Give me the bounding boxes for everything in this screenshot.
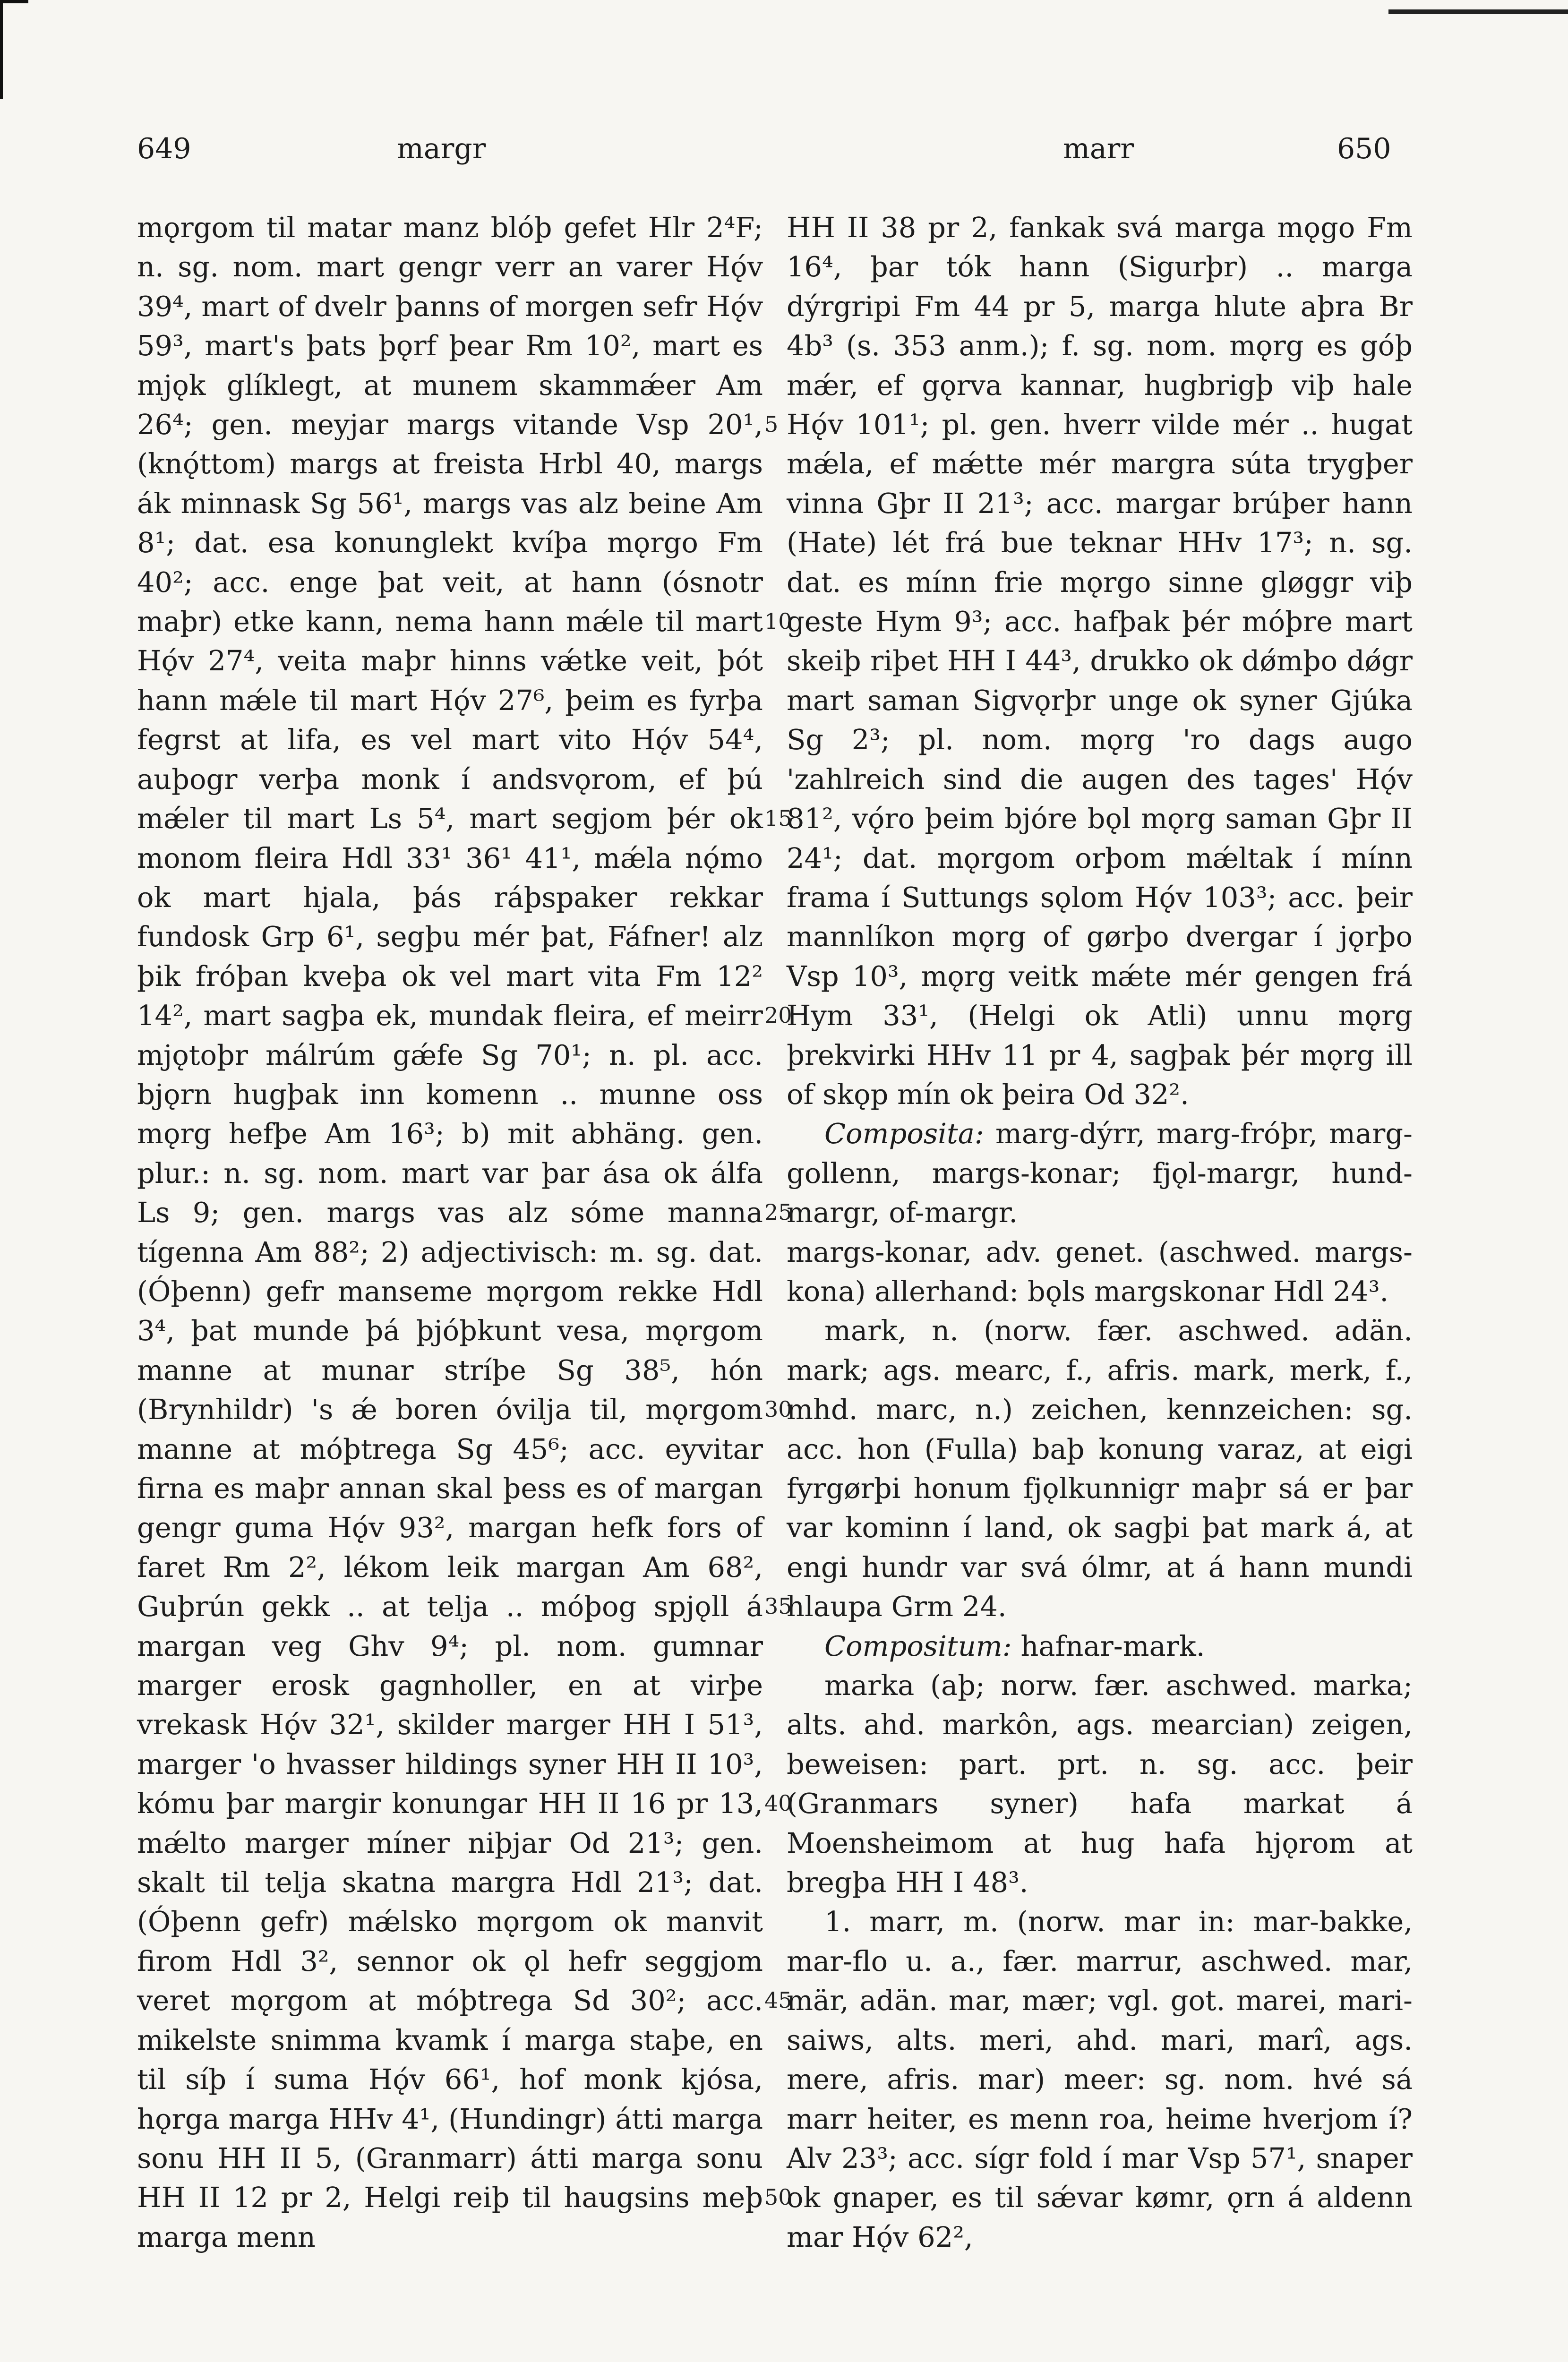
line-number: 5 <box>764 411 779 437</box>
composita-line <box>787 1114 1413 1232</box>
entry-mark: mark, n. (norw. fær. aschwed. adän. mark; ags. mearc, f., afris. mark, merk, f., mhd. marc, n.) zeichen, kennzeichen: sg. acc. hon (Fulla) baþ konung varaz, at eigi fyrgørþi honum fjǫlkunnigr maþr sá er þar var kominn í land, ok sagþi þat mark á, at engi hundr var svá ólmr, at á hann mundi hlaupa Grm 24. <box>787 1314 1413 1623</box>
line-number: 10 <box>764 608 792 634</box>
entry-marka: marka (aþ; norw. fær. aschwed. marka; alts. ahd. markôn, ags. mearcian) zeigen, beweisen: part. prt. n. sg. acc. þeir (Granmars syner) hafa markat á Moensheimom at hug hafa hjǫrom at bregþa HH I 48³. <box>787 1669 1413 1899</box>
page-number-right: 650 <box>1337 132 1391 165</box>
scan-edge-mark <box>0 0 3 99</box>
line-number: 35 <box>764 1593 792 1619</box>
line-number: 30 <box>764 1396 792 1422</box>
entry-text: mǫrgom til matar manz blóþ gefet Hlr 2⁴F; n. sg. nom. mart gengr verr an varer Hǫ́v 39⁴, mart of dvelr þanns of morgen sefr Hǫ́v 59³, mart's þats þǫrf þear Rm 10², mart es mjǫk glíklegt, at munem skammǽer Am 26⁴; gen. meyjar margs vitande Vsp 20¹, (knǫ́ttom) margs at freista Hrbl 40, margs ák minnask Sg 56¹, margs vas alz beine Am 8¹; dat. esa konunglekt kvíþa mǫrgo Fm 40²; acc. enge þat veit, at hann (ósnotr maþr) etke kann, nema hann mǽle til mart Hǫ́v 27⁴, veita maþr hinns vǽtke veit, þót hann mǽle til mart Hǫ́v 27⁶, þeim es fyrþa fegrst at lifa, es vel mart vito Hǫ́v 54⁴, auþogr verþa monk í andsvǫrom, ef þú mǽler til mart Ls 5⁴, mart segjom þér ok monom fleira Hdl 33¹ 36¹ 41¹, mǽla nǫ́mo ok mart hjala, þás ráþspaker rekkar fundosk Grp 6¹, segþu mér þat, Fáfner! alz þik fróþan kveþa ok vel mart vita Fm 12² 14², mart sagþa ek, mundak fleira, ef meirr mjǫtoþr málrúm gǽfe Sg 70¹; n. pl. acc. bjǫrn hugþak inn komenn .. munne oss mǫrg hefþe Am 16³; b) mit abhäng. gen. plur.: n. sg. nom. mart var þar ása ok álfa Ls 9; gen. margs vas alz sóme manna tígenna Am 88²; 2) adjectivisch: m. sg. dat. (Óþenn) gefr manseme mǫrgom rekke Hdl 3⁴, þat munde þá þjóþkunt vesa, mǫrgom manne at munar stríþe Sg 38⁵, hón (Brynhildr) 's ǽ boren óvilja til, mǫrgom manne at móþtrega Sg 45⁶; acc. eyvitar firna es maþr annan skal þess es of margan gengr guma Hǫ́v 93², margan hefk fors of faret Rm 2², lékom leik margan Am 68², Guþrún gekk .. at telja .. móþog spjǫll á margan veg Ghv 9⁴; pl. nom. gumnar marger erosk gagnholler, en at virþe vrekask Hǫ́v 32¹, skilder marger HH I 51³, marger 'o hvasser hildings syner HH II 10³, kómu þar margir konungar HH II 16 pr 13, mǽlto marger míner niþjar Od 21³; gen. skalt til telja skatna margra Hdl 21³; dat. (Óþenn gefr) mǽlsko mǫrgom ok manvit firom Hdl 3², sennor ok ǫl hefr seggjom veret mǫrgom at móþtrega Sd 30²; acc. mikelste snimma kvamk í marga staþe, en til síþ í suma Hǫ́v 66¹, hof monk kjósa, hǫrga marga HHv 4¹, (Hundingr) átti marga sonu HH II 5, (Granmarr) átti marga sonu HH II 12 pr 2, Helgi reiþ til haugsins meþ marga menn <box>137 211 763 2253</box>
page-header <box>0 132 1568 189</box>
composita-label: Composita: <box>824 1117 984 1150</box>
entry-margskonar: margs-konar, adv. genet. (aschwed. margs-kona) allerhand: bǫls margskonar Hdl 24³. <box>787 1235 1413 1308</box>
line-number: 25 <box>764 1199 792 1225</box>
scan-edge-rule <box>1388 9 1568 14</box>
compositum-label: Compositum: <box>824 1629 1012 1662</box>
line-number: 45 <box>764 1987 792 2013</box>
running-headword-left: margr <box>397 132 486 165</box>
right-column <box>787 208 1413 2257</box>
line-number: 40 <box>764 1790 792 1816</box>
running-headword-right: marr <box>1063 132 1134 165</box>
line-number: 20 <box>764 1002 792 1028</box>
entry-continuation: HH II 38 pr 2, fankak svá marga mǫgo Fm 16⁴, þar tók hann (Sigurþr) .. marga dýrgripi Fm 44 pr 5, marga hlute aþra Br 4b³ (s. 353 anm.); f. sg. nom. mǫrg es góþ mǽr, ef gǫrva kannar, hugbrigþ viþ hale Hǫ́v 101¹; pl. gen. hverr vilde mér .. hugat mǽla, ef mǽtte mér margra súta trygþer vinna Gþr II 21³; acc. margar brúþer hann (Hate) lét frá bue teknar HHv 17³; n. sg. dat. es mínn frie mǫrgo sinne gløggr viþ geste Hym 9³; acc. hafþak þér móþre mart skeiþ riþet HH I 44³, drukko ok dǿmþo dǿgr mart saman Sigvǫrþr unge ok syner Gjúka Sg 2³; pl. nom. mǫrg 'ro dags augo 'zahlreich sind die augen des tages' Hǫ́v 81², vǫ́ro þeim bjóre bǫl mǫrg saman Gþr II 24¹; dat. mǫrgom orþom mǽltak í mínn frama í Suttungs sǫlom Hǫ́v 103³; acc. þeir mannlíkon mǫrg of gørþo dvergar í jǫrþo Vsp 10³, mǫrg veitk mǽte mér gengen frá Hym 33¹, (Helgi ok Atli) unnu mǫrg þrekvirki HHv 11 pr 4, sagþak þér mǫrg ill of skǫp mín ok þeira Od 32². <box>787 211 1413 1111</box>
line-number: 15 <box>764 805 792 831</box>
line-number: 50 <box>764 2184 792 2210</box>
left-column <box>137 208 763 2257</box>
page-number-left: 649 <box>137 132 191 165</box>
compositum-line <box>787 1626 1413 1666</box>
scan-edge-mark <box>0 0 28 3</box>
composita-list: marg-dýrr, marg-fróþr, marg-gollenn, margs-konar; fjǫl-margr, hund-margr, of-margr. <box>787 1117 1413 1229</box>
entry-marr: 1. marr, m. (norw. mar in: mar-bakke, mar-flo u. a., fær. marrur, aschwed. mar, mär, adän. mar, mær; vgl. got. marei, mari-saiws, alts. meri, ahd. mari, marî, ags. mere, afris. mar) meer: sg. nom. hvé sá marr heiter, es menn roa, heime hverjom í? Alv 23³; acc. sígr fold í mar Vsp 57¹, snaper ok gnaper, es til sǽvar kømr, ǫrn á aldenn mar Hǫ́v 62², <box>787 1905 1413 2253</box>
compositum-word: hafnar-mark. <box>1020 1629 1205 1662</box>
